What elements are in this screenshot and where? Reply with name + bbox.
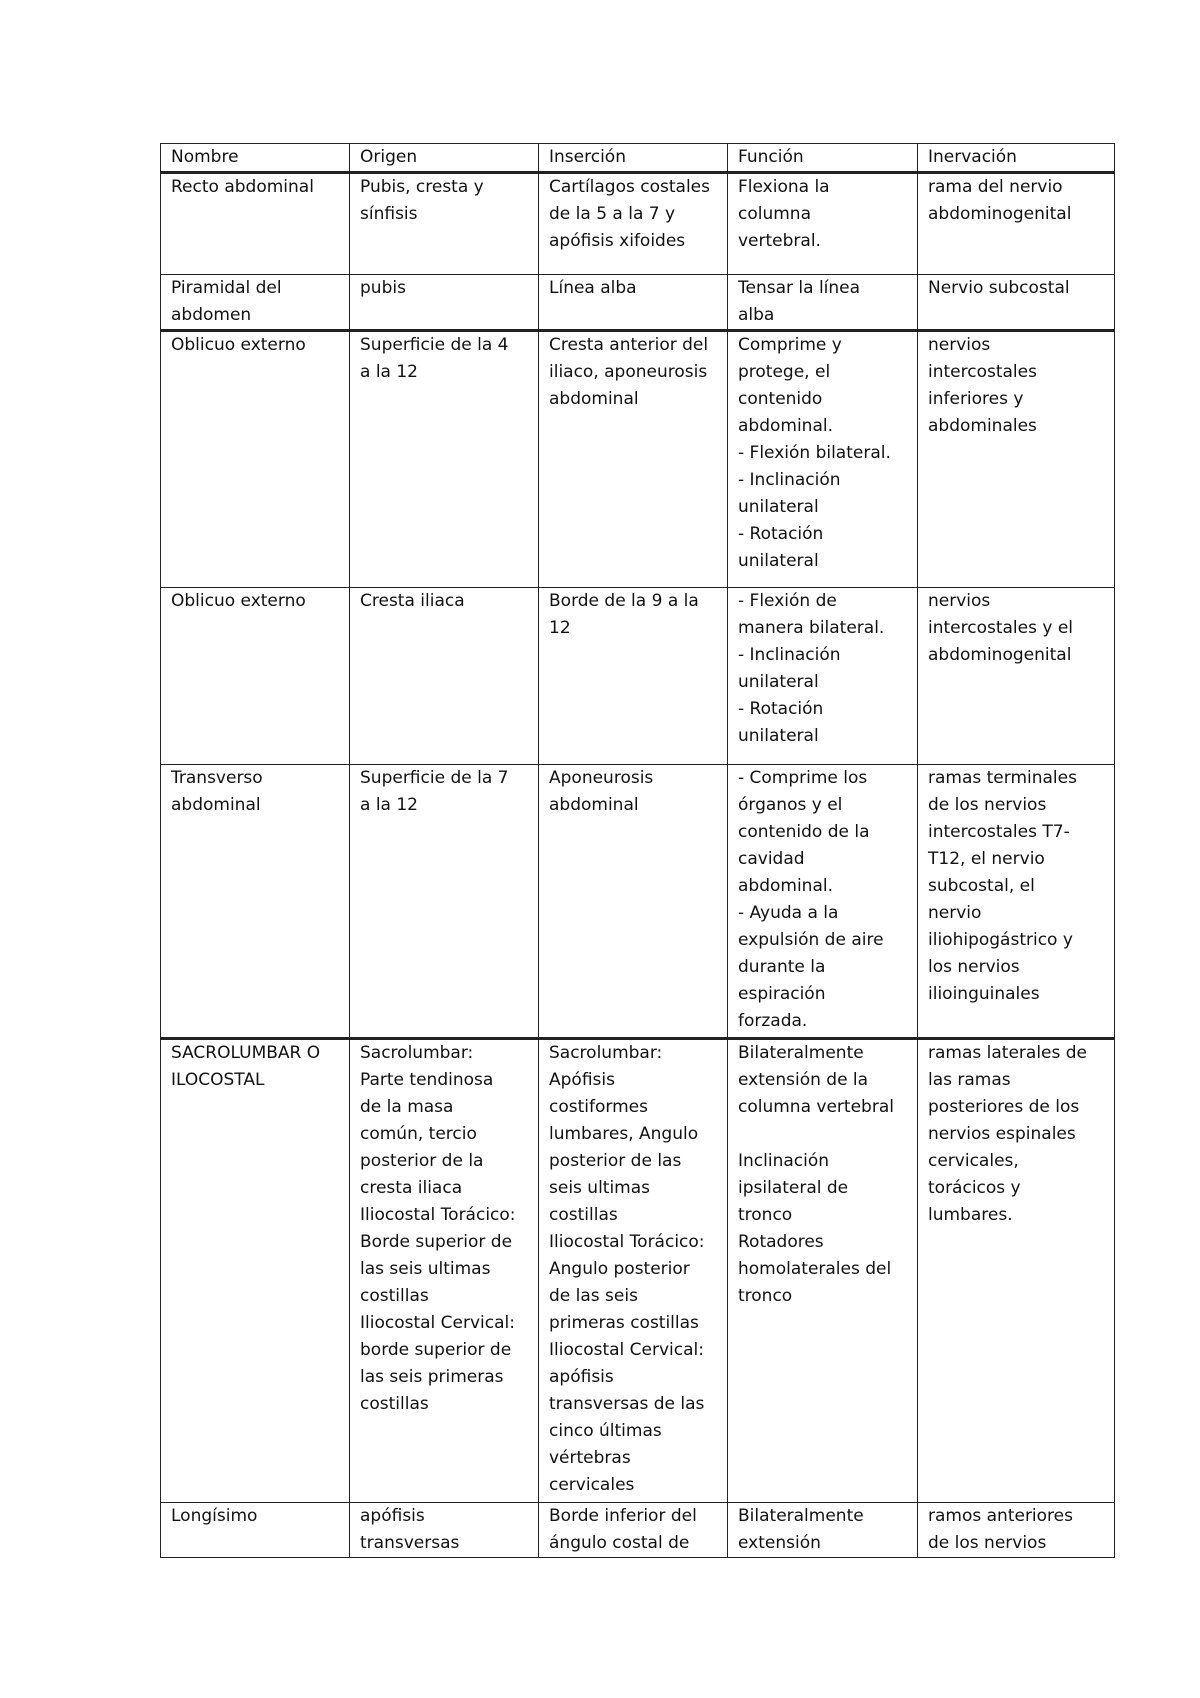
muscle-table: [160, 143, 1115, 1558]
table-row: [161, 1039, 1115, 1503]
cell-nombre: Piramidal del abdomen: [161, 275, 350, 331]
table-row: [161, 275, 1115, 331]
cell-inervacion: rama del nervio abdominogenital: [918, 173, 1115, 275]
header-inervacion: Inervación: [918, 144, 1115, 173]
cell-inervacion: ramas terminales de los nervios intercostales T7- T12, el nervio subcostal, el nervio iliohipogástrico y los nervios ilioinguinales: [918, 765, 1115, 1039]
cell-insercion: Aponeurosis abdominal: [539, 765, 728, 1039]
cell-funcion: Tensar la línea alba: [728, 275, 918, 331]
cell-funcion: Flexiona la columna vertebral.: [728, 173, 918, 275]
cell-inervacion: Nervio subcostal: [918, 275, 1115, 331]
cell-insercion: Sacrolumbar: Apófisis costiformes lumbares, Angulo posterior de las seis ultimas costillas Iliocostal Torácico: Angulo posterior de las seis primeras costillas Iliocostal Cervical: apófisis transversas de las cinco últimas vértebras cervicales: [539, 1039, 728, 1503]
cell-inervacion: nervios intercostales y el abdominogenital: [918, 588, 1115, 765]
table-row: [161, 331, 1115, 588]
cell-nombre: Longísimo: [161, 1503, 350, 1558]
cell-nombre: Oblicuo externo: [161, 588, 350, 765]
cell-funcion: Bilateralmente extensión: [728, 1503, 918, 1558]
cell-origen: apófisis transversas: [350, 1503, 539, 1558]
cell-nombre: Oblicuo externo: [161, 331, 350, 588]
table-row: [161, 765, 1115, 1039]
cell-nombre: Recto abdominal: [161, 173, 350, 275]
table-row: [161, 173, 1115, 275]
table-row: [161, 1503, 1115, 1558]
cell-origen: Sacrolumbar: Parte tendinosa de la masa común, tercio posterior de la cresta iliaca Iliocostal Torácico: Borde superior de las seis ultimas costillas Iliocostal Cervical: borde superior de las seis primeras costillas: [350, 1039, 539, 1503]
header-origen: Origen: [350, 144, 539, 173]
table-row: [161, 588, 1115, 765]
header-insercion: Inserción: [539, 144, 728, 173]
cell-origen: pubis: [350, 275, 539, 331]
cell-insercion: Borde de la 9 a la 12: [539, 588, 728, 765]
cell-insercion: Línea alba: [539, 275, 728, 331]
cell-funcion: - Flexión de manera bilateral. - Inclinación unilateral - Rotación unilateral: [728, 588, 918, 765]
cell-inervacion: nervios intercostales inferiores y abdominales: [918, 331, 1115, 588]
cell-origen: Pubis, cresta y sínfisis: [350, 173, 539, 275]
cell-funcion: Comprime y protege, el contenido abdominal. - Flexión bilateral. - Inclinación unilateral - Rotación unilateral: [728, 331, 918, 588]
header-nombre: Nombre: [161, 144, 350, 173]
table-header-row: [161, 144, 1115, 173]
cell-origen: Superficie de la 4 a la 12: [350, 331, 539, 588]
cell-funcion: - Comprime los órganos y el contenido de la cavidad abdominal. - Ayuda a la expulsión de aire durante la espiración forzada.: [728, 765, 918, 1039]
header-funcion: Función: [728, 144, 918, 173]
cell-funcion: Bilateralmente extensión de la columna vertebral Inclinación ipsilateral de tronco Rotadores homolaterales del tronco: [728, 1039, 918, 1503]
cell-inervacion: ramas laterales de las ramas posteriores de los nervios espinales cervicales, torácicos y lumbares.: [918, 1039, 1115, 1503]
cell-insercion: Cartílagos costales de la 5 a la 7 y apófisis xifoides: [539, 173, 728, 275]
cell-insercion: Borde inferior del ángulo costal de: [539, 1503, 728, 1558]
cell-origen: Superficie de la 7 a la 12: [350, 765, 539, 1039]
cell-nombre: SACROLUMBAR O ILOCOSTAL: [161, 1039, 350, 1503]
cell-nombre: Transverso abdominal: [161, 765, 350, 1039]
cell-origen: Cresta iliaca: [350, 588, 539, 765]
cell-inervacion: ramos anteriores de los nervios: [918, 1503, 1115, 1558]
cell-insercion: Cresta anterior del iliaco, aponeurosis abdominal: [539, 331, 728, 588]
